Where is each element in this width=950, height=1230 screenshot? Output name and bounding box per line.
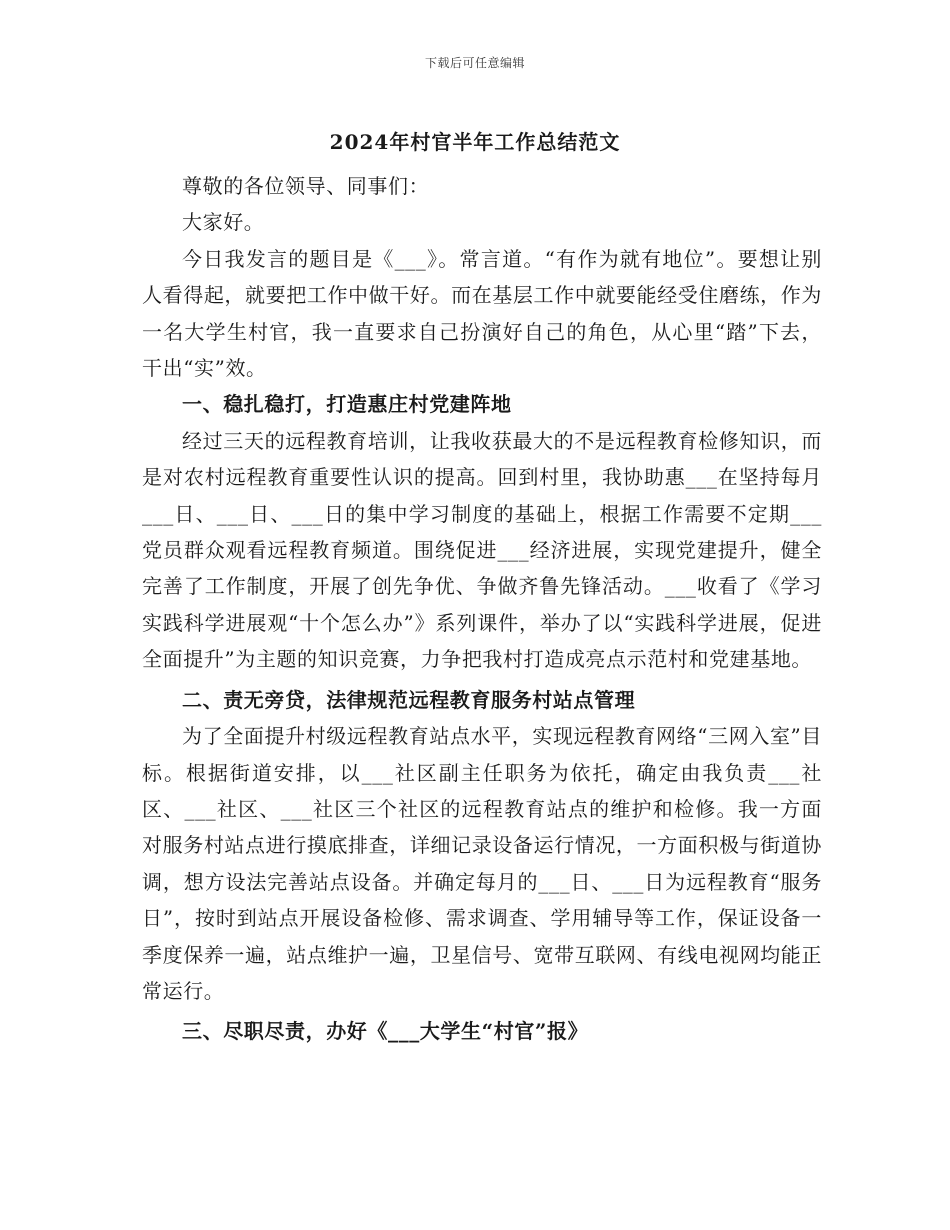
greeting-paragraph: 尊敬的各位领导、同事们： [182, 174, 430, 198]
document-body [142, 168, 822, 1050]
section-heading-3: 三、尽职尽责，办好《___大学生“村官”报》 [182, 1019, 589, 1044]
page-header-note: 下载后可任意编辑 [424, 56, 525, 70]
section-heading-1: 一、稳扎稳打，打造惠庄村党建阵地 [182, 392, 512, 417]
section-1-paragraph: 经过三天的远程教育培训，让我收获最大的不是远程教育检修知识，而是对农村远程教育重要性认识的提高。回到村里，我协助惠___在坚持每月___日、___日、___日的集中学习制度的基础上，根据工作需要不定期___党员群众观看远程教育频道。围绕促进___经济进展，实现党建提升，健全完善了工作制度，开展了创先争优、争做齐鲁先锋活动。___收看了《学习实践科学进展观“十个怎么办”》系列课件，举办了以“实践科学进展，促进全面提升”为主题的知识竞赛，力争把我村打造成亮点示范村和党建基地。 [142, 428, 822, 672]
intro-paragraph: 今日我发言的题目是《___》。常言道。“有作为就有地位”。要想让别人看得起，就要把工作中做干好。而在基层工作中就要能经受住磨练，作为一名大学生村官，我一直要求自己扮演好自己的角色，从心里“踏”下去，干出“实”效。 [142, 246, 822, 381]
section-heading-2: 二、责无旁贷，法律规范远程教育服务村站点管理 [182, 687, 636, 712]
section-2-paragraph: 为了全面提升村级远程教育站点水平，实现远程教育网络“三网入室”目标。根据街道安排，以___社区副主任职务为依托，确定由我负责___社区、___社区、___社区三个社区的远程教育站点的维护和检修。我一方面对服务村站点进行摸底排查，详细记录设备运行情况，一方面积极与街道协调，想方设法完善站点设备。并确定每月的___日、___日为远程教育“服务日”，按时到站点开展设备检修、需求调查、学用辅导等工作，保证设备一季度保养一遍，站点维护一遍，卫星信号、宽带互联网、有线电视网均能正常运行。 [142, 724, 822, 1003]
salutation-paragraph: 大家好。 [182, 210, 265, 235]
document-title: 2024年村官半年工作总结范文 [329, 130, 621, 154]
